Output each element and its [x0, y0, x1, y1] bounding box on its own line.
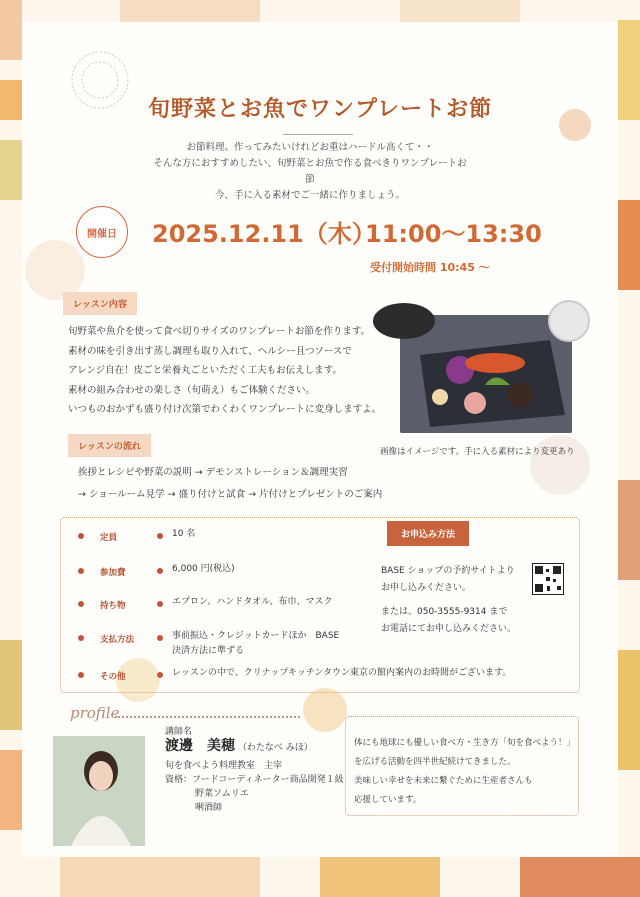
lesson-content: [68, 322, 381, 420]
instructor-school: 旬を食べよう料理教室 主宰: [165, 761, 283, 771]
apply-line: お電話にてお申し込みください。: [381, 623, 517, 634]
lesson-line: いつものおかずも盛り付け次第でわくわくワンプレートに変身しますよ。: [68, 404, 382, 415]
bullet-icon: [78, 566, 84, 576]
page-title: 旬野菜とお魚でワンプレートお節: [148, 97, 493, 122]
apply-method-tag: お申込み方法: [387, 521, 469, 546]
qualification-label: 資格：: [165, 775, 193, 785]
bullet-icon: [157, 568, 163, 574]
apply-line: または、050-3555-9314 まで: [381, 607, 508, 617]
reception-time: 受付開始時間 10:45 ～: [370, 261, 490, 274]
detail-value: 6,000 円(税込): [172, 564, 235, 574]
instructor-name: 渡邊 美穂: [165, 738, 235, 754]
title-underline: [283, 134, 353, 135]
bullet-icon: [78, 531, 84, 541]
lesson-content-tag: レッスン内容: [63, 292, 137, 315]
photo-caption: 画像はイメージです。手に入る素材により変更あり: [380, 447, 575, 457]
detail-value: [172, 629, 339, 659]
bullet-icon: [157, 672, 163, 678]
bullet-icon: [78, 633, 84, 643]
instructor-info: [165, 725, 344, 815]
food-photo-small: [548, 300, 590, 342]
qualification: 唎酒師: [195, 803, 223, 813]
lesson-flow-tag: レッスンの流れ: [68, 434, 151, 457]
instructor-photo: [53, 736, 145, 846]
apply-line: BASE ショップの予約サイトより: [381, 566, 515, 576]
food-photo-small: [373, 303, 435, 339]
apply-text: [381, 563, 516, 637]
intro-line: 今、手に入る素材でご一緒に作りましょう。: [214, 190, 405, 201]
detail-label: 持ち物: [100, 601, 126, 611]
bullet-icon: [157, 533, 163, 539]
message-line: 美味しい幸せを未来に繋ぐために生産者さんも: [354, 776, 533, 786]
lesson-line: 素材の味を引き出す蒸し調理も取り入れて、ヘルシー且つソースで: [68, 345, 352, 357]
message-line: 応援しています。: [354, 795, 422, 805]
apply-line: お申し込みください。: [381, 582, 472, 593]
intro-line: そんな方におすすめしたい、旬野菜とお魚で作る食べきりワンプレートお節: [153, 158, 467, 185]
detail-label: 支払方法: [100, 635, 135, 645]
message-line: 体にも地球にも優しい食べ方・生き方「旬を食べよう！」: [354, 738, 576, 748]
detail-value: 10 名: [172, 529, 196, 539]
detail-label: 参加費: [100, 568, 126, 578]
lesson-line: 素材の組み合わせの楽しさ（旬萌え）もご体験ください。: [68, 384, 316, 396]
instructor-role: 講師名: [165, 727, 193, 737]
lesson-flow: [78, 462, 382, 506]
bullet-icon: [157, 601, 163, 607]
lesson-line: アレンジ自在！皮ごと栄養丸ごといただく工夫もお伝えします。: [68, 365, 342, 376]
event-date-label: 開催日: [76, 206, 128, 258]
lesson-line: 旬野菜や魚介を使って食べ切りサイズのワンプレートお節を作ります。: [68, 326, 371, 337]
event-date: 2025.12.11（木）: [152, 220, 376, 248]
profile-heading: profile: [70, 704, 120, 722]
intro-line: お節料理。作ってみたいけれどお重はハードル高くて・・: [186, 142, 434, 153]
detail-label: その他: [100, 672, 126, 682]
message-text: [354, 734, 575, 810]
instructor-reading: （わたなべ みほ）: [237, 743, 313, 753]
detail-value: レッスンの中で、クリナップキッチンタウン東京の館内案内のお時間がございます。: [172, 668, 512, 678]
apply-line: [381, 596, 516, 604]
flow-line: 挨拶とレシピや野菜の説明 → デモンストレーション＆調理実習: [78, 467, 348, 478]
detail-value: エプロン、ハンドタオル、布巾、マスク: [172, 597, 333, 607]
event-time: 11:00～13:30: [365, 220, 542, 248]
flow-line: → ショールーム見学 → 盛り付けと試食 → 片付けとプレゼントのご案内: [78, 489, 383, 500]
bullet-icon: [157, 635, 163, 641]
qualification: フードコーディネーター商品開発１級: [192, 775, 344, 785]
message-line: を広げる活動を四半世紀続けてきました。: [354, 757, 516, 767]
intro-text: [150, 140, 470, 204]
qr-code-icon[interactable]: [532, 563, 564, 595]
bullet-icon: [78, 670, 84, 680]
payment-line: 事前振込・クレジットカードほか BASE: [172, 631, 340, 641]
qualification: 野菜ソムリエ: [195, 789, 249, 799]
payment-line: 決済方法に準ずる: [172, 646, 245, 656]
detail-label: 定員: [100, 533, 118, 543]
bullet-icon: [78, 599, 84, 609]
profile-divider: [115, 716, 300, 718]
